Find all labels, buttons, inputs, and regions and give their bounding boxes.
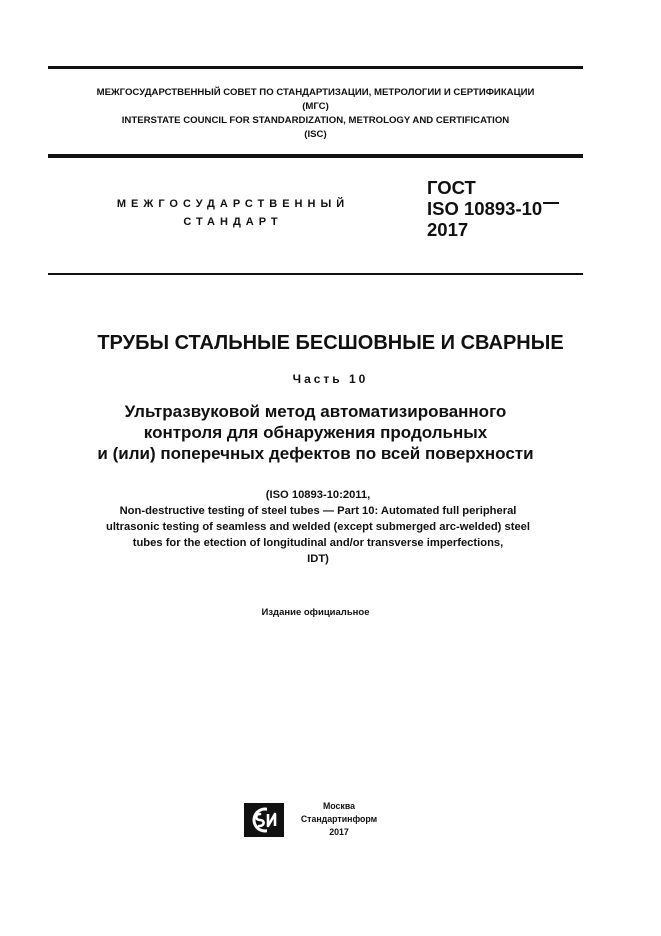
- council-name-en: INTERSTATE COUNCIL FOR STANDARDIZATION, METROLOGY AND CERTIFICATION: [121, 115, 510, 126]
- edition-label: Издание официальное: [261, 607, 370, 618]
- standard-type: [98, 195, 368, 231]
- publisher-block: [244, 800, 394, 840]
- publisher-year: 2017: [329, 827, 349, 837]
- document-title: ТРУБЫ СТАЛЬНЫЕ БЕСШОВНЫЕ И СВАРНЫЕ: [97, 332, 564, 354]
- standard-type-line1: МЕЖГОСУДАРСТВЕННЫЙ: [116, 198, 350, 210]
- publisher-info: [290, 800, 388, 839]
- council-name-ru: МЕЖГОСУДАРСТВЕННЫЙ СОВЕТ ПО СТАНДАРТИЗАЦИИ, МЕТРОЛОГИИ И СЕРТИФИКАЦИИ: [96, 87, 535, 98]
- document-subtitle: [0, 401, 631, 464]
- designation-dash: [543, 202, 559, 204]
- iso-reference-line4: tubes for the etection of longitudinal and/or transverse imperfections,: [132, 537, 504, 549]
- iso-reference-line3: ultrasonic testing of seamless and welded (except submerged arc-welded) steel: [105, 521, 530, 533]
- designation-prefix: ГОСТ: [427, 177, 476, 198]
- council-header: [48, 86, 583, 142]
- iso-reference-line1: (ISO 10893-10:2011,: [265, 489, 371, 501]
- designation-number: ISO 10893-10: [427, 198, 543, 219]
- council-abbr-en: (ISC): [304, 129, 327, 140]
- subtitle-line1: Ультразвуковой метод автоматизированного: [124, 402, 507, 421]
- subtitle-line2: контроля для обнаружения продольных: [143, 423, 488, 442]
- designation-year: 2017: [427, 219, 469, 240]
- council-abbr-ru: (МГС): [302, 101, 329, 112]
- iso-reference-line5: IDT): [307, 553, 329, 565]
- publisher-name: Стандартинформ: [300, 814, 378, 824]
- subtitle-line3: и (или) поперечных дефектов по всей поверхности: [97, 444, 534, 463]
- iso-reference-line2: Non-destructive testing of steel tubes — Part 10: Automated full peripheral: [119, 505, 517, 517]
- standard-designation: [427, 177, 559, 240]
- standard-type-line2: СТАНДАРТ: [183, 216, 283, 228]
- part-number: Часть 10: [292, 372, 369, 386]
- middle-rule: [48, 154, 583, 158]
- publisher-city: Москва: [322, 801, 356, 811]
- iso-reference: [48, 487, 588, 567]
- top-rule: [48, 66, 583, 69]
- bottom-rule: [48, 273, 583, 275]
- standartinform-logo-icon: [244, 803, 284, 837]
